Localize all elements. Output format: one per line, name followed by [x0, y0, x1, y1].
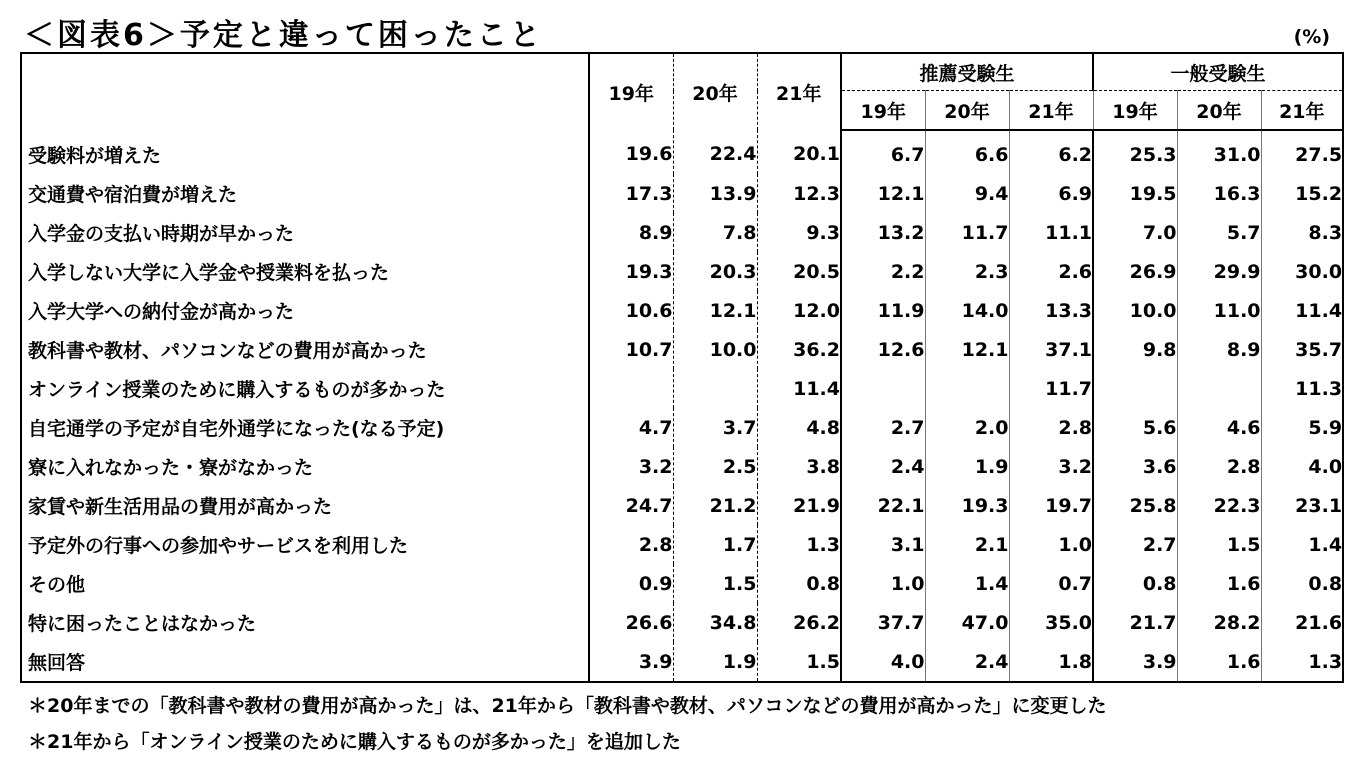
value-cell: 15.2 [1261, 174, 1343, 213]
value-cell: 26.2 [757, 603, 841, 642]
data-table [20, 52, 1344, 683]
value-cell: 25.8 [1093, 486, 1177, 525]
value-cell: 11.4 [1261, 291, 1343, 330]
value-cell: 30.0 [1261, 252, 1343, 291]
value-cell: 1.6 [1177, 564, 1261, 603]
value-cell: 8.9 [589, 213, 673, 252]
table-header [21, 53, 1343, 130]
row-label: 入学しない大学に入学金や授業料を払った [28, 262, 390, 284]
value-cell: 11.0 [1177, 291, 1261, 330]
row-label: 入学大学への納付金が高かった [28, 301, 295, 323]
value-cell: 35.7 [1261, 330, 1343, 369]
footnotes [28, 688, 1107, 760]
value-cell: 1.5 [673, 564, 757, 603]
header-group-year: 20年 [1177, 91, 1261, 131]
table-row [21, 130, 1343, 174]
table-row [21, 564, 1343, 603]
value-cell: 21.6 [1261, 603, 1343, 642]
footnote: ＊20年までの「教科書や教材の費用が高かった」は、21年から「教科書や教材、パソコンなどの費用が高かった」に変更した [28, 695, 1107, 717]
value-cell: 1.3 [1261, 642, 1343, 682]
value-cell: 2.8 [1177, 447, 1261, 486]
value-cell: 13.2 [841, 213, 925, 252]
value-cell: 4.6 [1177, 408, 1261, 447]
value-cell: 28.2 [1177, 603, 1261, 642]
header-group-year: 21年 [1261, 91, 1343, 131]
value-cell: 26.9 [1093, 252, 1177, 291]
value-cell: 3.7 [673, 408, 757, 447]
value-cell: 22.4 [673, 130, 757, 174]
value-cell: 3.8 [757, 447, 841, 486]
value-cell: 3.1 [841, 525, 925, 564]
table-row [21, 252, 1343, 291]
value-cell: 4.0 [841, 642, 925, 682]
value-cell: 8.9 [1177, 330, 1261, 369]
value-cell: 0.8 [757, 564, 841, 603]
value-cell: 2.8 [1009, 408, 1093, 447]
value-cell: 19.3 [589, 252, 673, 291]
table-row [21, 408, 1343, 447]
value-cell: 34.8 [673, 603, 757, 642]
value-cell: 11.3 [1261, 369, 1343, 408]
value-cell: 3.9 [1093, 642, 1177, 682]
value-cell: 0.8 [1261, 564, 1343, 603]
table-row [21, 642, 1343, 682]
value-cell: 20.3 [673, 252, 757, 291]
value-cell: 13.9 [673, 174, 757, 213]
value-cell: 7.8 [673, 213, 757, 252]
value-cell: 19.7 [1009, 486, 1093, 525]
chart-title: ＜図表6＞予定と違って困ったこと [24, 18, 543, 53]
row-label: 特に困ったことはなかった [28, 613, 257, 635]
value-cell: 31.0 [1177, 130, 1261, 174]
header-overall-year: 20年 [673, 53, 757, 130]
value-cell: 35.0 [1009, 603, 1093, 642]
value-cell: 11.7 [1009, 369, 1093, 408]
header-group-year: 21年 [1009, 91, 1093, 131]
value-cell: 47.0 [925, 603, 1009, 642]
value-cell: 2.0 [925, 408, 1009, 447]
unit-label: (%) [1293, 26, 1330, 48]
header-group-ippan: 一般受験生 [1093, 53, 1343, 91]
table-row [21, 603, 1343, 642]
table-row [21, 369, 1343, 408]
value-cell: 17.3 [589, 174, 673, 213]
value-cell: 1.9 [925, 447, 1009, 486]
row-label: 予定外の行事への参加やサービスを利用した [28, 535, 409, 557]
value-cell: 10.6 [589, 291, 673, 330]
value-cell: 5.6 [1093, 408, 1177, 447]
value-cell [925, 369, 1009, 408]
value-cell: 6.6 [925, 130, 1009, 174]
value-cell: 10.0 [1093, 291, 1177, 330]
value-cell: 6.7 [841, 130, 925, 174]
value-cell: 11.4 [757, 369, 841, 408]
value-cell: 1.3 [757, 525, 841, 564]
value-cell: 3.2 [589, 447, 673, 486]
value-cell: 24.7 [589, 486, 673, 525]
value-cell: 1.8 [1009, 642, 1093, 682]
value-cell: 26.6 [589, 603, 673, 642]
value-cell: 13.3 [1009, 291, 1093, 330]
table-row [21, 213, 1343, 252]
value-cell: 12.1 [925, 330, 1009, 369]
value-cell: 1.5 [1177, 525, 1261, 564]
value-cell [1177, 369, 1261, 408]
value-cell: 10.0 [673, 330, 757, 369]
value-cell: 19.5 [1093, 174, 1177, 213]
footnote: ＊21年から「オンライン授業のために購入するものが多かった」を追加した [28, 731, 681, 753]
value-cell: 36.2 [757, 330, 841, 369]
value-cell: 29.9 [1177, 252, 1261, 291]
value-cell: 1.0 [1009, 525, 1093, 564]
header-overall-year: 21年 [757, 53, 841, 130]
row-label: 家賃や新生活用品の費用が高かった [28, 496, 333, 518]
value-cell: 12.3 [757, 174, 841, 213]
header-label-cell [21, 53, 589, 130]
value-cell: 4.8 [757, 408, 841, 447]
value-cell: 16.3 [1177, 174, 1261, 213]
value-cell: 12.6 [841, 330, 925, 369]
header-overall-year: 19年 [589, 53, 673, 130]
value-cell [841, 369, 925, 408]
value-cell: 1.4 [925, 564, 1009, 603]
value-cell: 9.8 [1093, 330, 1177, 369]
value-cell: 4.0 [1261, 447, 1343, 486]
header-group-year: 19年 [1093, 91, 1177, 131]
value-cell [673, 369, 757, 408]
value-cell: 21.7 [1093, 603, 1177, 642]
table-row [21, 447, 1343, 486]
value-cell: 20.5 [757, 252, 841, 291]
value-cell: 22.3 [1177, 486, 1261, 525]
value-cell: 11.9 [841, 291, 925, 330]
value-cell: 19.3 [925, 486, 1009, 525]
value-cell: 3.9 [589, 642, 673, 682]
value-cell: 5.9 [1261, 408, 1343, 447]
value-cell: 2.4 [841, 447, 925, 486]
value-cell: 2.4 [925, 642, 1009, 682]
value-cell: 20.1 [757, 130, 841, 174]
value-cell: 14.0 [925, 291, 1009, 330]
value-cell: 7.0 [1093, 213, 1177, 252]
value-cell: 3.6 [1093, 447, 1177, 486]
value-cell: 2.7 [1093, 525, 1177, 564]
value-cell: 12.0 [757, 291, 841, 330]
table-row [21, 291, 1343, 330]
row-label: 入学金の支払い時期が早かった [28, 223, 295, 245]
value-cell: 12.1 [841, 174, 925, 213]
table-row [21, 486, 1343, 525]
value-cell: 2.6 [1009, 252, 1093, 291]
row-label: オンライン授業のために購入するものが多かった [28, 379, 446, 401]
value-cell: 23.1 [1261, 486, 1343, 525]
value-cell [1093, 369, 1177, 408]
value-cell: 21.2 [673, 486, 757, 525]
value-cell: 11.1 [1009, 213, 1093, 252]
value-cell: 2.3 [925, 252, 1009, 291]
row-label: 無回答 [28, 652, 86, 674]
value-cell: 2.2 [841, 252, 925, 291]
table-body [21, 130, 1343, 682]
header-group-suisen: 推薦受験生 [841, 53, 1093, 91]
value-cell: 27.5 [1261, 130, 1343, 174]
row-label: その他 [28, 574, 86, 596]
value-cell: 22.1 [841, 486, 925, 525]
value-cell [589, 369, 673, 408]
value-cell: 2.8 [589, 525, 673, 564]
value-cell: 5.7 [1177, 213, 1261, 252]
value-cell: 1.5 [757, 642, 841, 682]
value-cell: 37.1 [1009, 330, 1093, 369]
value-cell: 0.8 [1093, 564, 1177, 603]
value-cell: 2.5 [673, 447, 757, 486]
row-label: 教科書や教材、パソコンなどの費用が高かった [28, 340, 427, 362]
value-cell: 8.3 [1261, 213, 1343, 252]
value-cell: 6.2 [1009, 130, 1093, 174]
value-cell: 1.7 [673, 525, 757, 564]
value-cell: 2.7 [841, 408, 925, 447]
table-row [21, 525, 1343, 564]
value-cell: 9.3 [757, 213, 841, 252]
value-cell: 1.9 [673, 642, 757, 682]
row-label: 受験料が増えた [28, 144, 162, 167]
row-label: 寮に入れなかった・寮がなかった [28, 457, 314, 479]
value-cell: 0.7 [1009, 564, 1093, 603]
header-group-year: 19年 [841, 91, 925, 131]
value-cell: 1.6 [1177, 642, 1261, 682]
value-cell: 37.7 [841, 603, 925, 642]
table-row [21, 330, 1343, 369]
value-cell: 25.3 [1093, 130, 1177, 174]
value-cell: 21.9 [757, 486, 841, 525]
value-cell: 2.1 [925, 525, 1009, 564]
value-cell: 3.2 [1009, 447, 1093, 486]
value-cell: 9.4 [925, 174, 1009, 213]
value-cell: 4.7 [589, 408, 673, 447]
header-group-year: 20年 [925, 91, 1009, 131]
table-row [21, 174, 1343, 213]
value-cell: 19.6 [589, 130, 673, 174]
value-cell: 12.1 [673, 291, 757, 330]
row-label: 自宅通学の予定が自宅外通学になった(なる予定) [28, 418, 445, 440]
value-cell: 11.7 [925, 213, 1009, 252]
value-cell: 1.0 [841, 564, 925, 603]
value-cell: 1.4 [1261, 525, 1343, 564]
value-cell: 10.7 [589, 330, 673, 369]
value-cell: 6.9 [1009, 174, 1093, 213]
row-label: 交通費や宿泊費が増えた [28, 184, 238, 206]
value-cell: 0.9 [589, 564, 673, 603]
